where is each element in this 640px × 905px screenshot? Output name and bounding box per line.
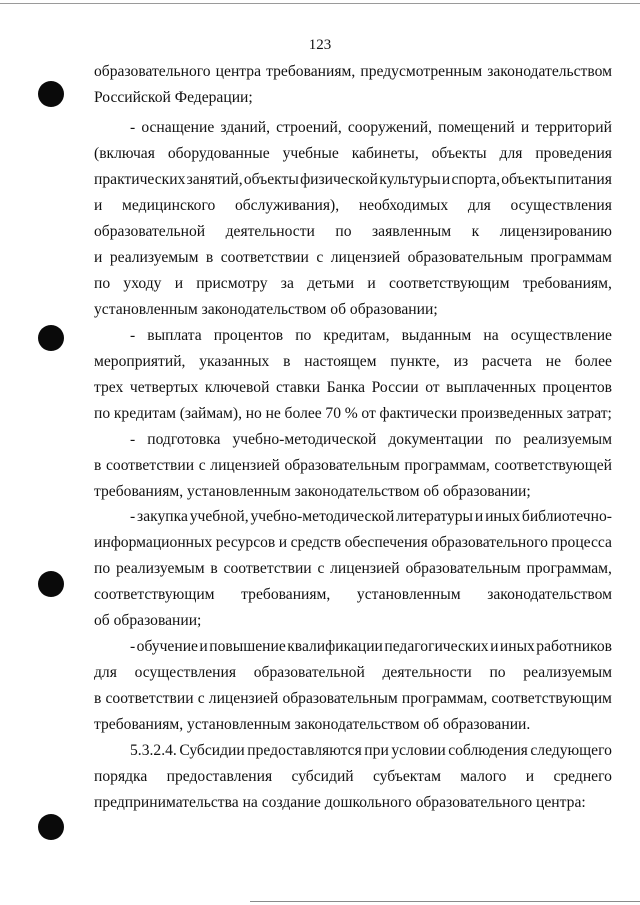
word: России xyxy=(371,379,419,396)
word: реализуемым xyxy=(109,249,199,266)
word: к xyxy=(471,223,480,240)
word: подготовка xyxy=(147,431,221,448)
word: по xyxy=(94,275,111,292)
word: с xyxy=(198,457,206,474)
word: для xyxy=(499,145,523,162)
text-line xyxy=(130,118,612,138)
word: и xyxy=(441,171,451,188)
text-line: требованиям, установленным законодательством об образовании; xyxy=(94,483,531,500)
word: оборудованные xyxy=(167,145,270,162)
word: пункте, xyxy=(390,353,440,370)
word: % xyxy=(344,405,358,422)
word: от xyxy=(361,405,376,422)
text-line xyxy=(94,196,612,216)
word: и xyxy=(520,119,530,136)
word: - xyxy=(130,508,136,525)
word: соответствующей xyxy=(494,457,612,474)
word: образовательного xyxy=(431,534,548,551)
word: 70 xyxy=(325,405,341,422)
word: оснащение xyxy=(141,119,215,136)
word: затрат; xyxy=(566,405,612,422)
word: программам, xyxy=(526,560,612,577)
punch-hole-marker xyxy=(38,814,64,840)
page-bottom-edge xyxy=(250,901,640,902)
word: процесса xyxy=(551,534,612,551)
word: объекты xyxy=(431,145,487,162)
word: процентов xyxy=(542,379,612,396)
word: деятельности xyxy=(382,664,472,681)
word: в xyxy=(210,560,218,577)
word: по xyxy=(94,405,111,422)
text-line: требованиям, установленным законодательством об образовании. xyxy=(94,716,531,733)
word: предоставления xyxy=(166,768,273,785)
word: более xyxy=(284,405,322,422)
word: образовательного xyxy=(94,63,211,80)
word: соответствии xyxy=(220,249,309,266)
word: четвертых xyxy=(129,379,199,396)
word: (включая xyxy=(94,145,155,162)
word: и xyxy=(278,534,288,551)
word: выплата xyxy=(147,327,202,344)
word: библиотечно- xyxy=(521,508,612,525)
word: по xyxy=(94,560,111,577)
word: лицензией xyxy=(208,690,279,707)
word: по xyxy=(489,664,506,681)
word: субсидий xyxy=(291,768,354,785)
page-top-edge xyxy=(0,3,640,4)
word: на xyxy=(483,327,499,344)
word: из xyxy=(453,353,469,370)
word: требованиям, xyxy=(522,275,612,292)
word: ставки xyxy=(275,379,321,396)
word: осуществление xyxy=(510,327,612,344)
word: деятельности xyxy=(225,223,315,240)
word: физической xyxy=(300,171,379,188)
word: при xyxy=(364,742,389,759)
word: в xyxy=(205,249,214,266)
punch-hole-marker xyxy=(38,571,64,597)
word: зданий, xyxy=(220,119,271,136)
word: необходимых xyxy=(358,197,449,214)
word: от xyxy=(425,379,440,396)
word: установленным xyxy=(356,586,461,603)
word: законодательством xyxy=(487,586,612,603)
word: квалификации xyxy=(287,638,383,655)
word: законодательством xyxy=(487,63,612,80)
word: закупка xyxy=(137,508,188,525)
word: Банка xyxy=(326,379,366,396)
word: учебно-методической xyxy=(250,508,395,525)
word: порядка xyxy=(94,768,148,785)
word: условии xyxy=(391,742,446,759)
text-line xyxy=(94,456,612,476)
word: и xyxy=(367,275,376,292)
word: соответствующим xyxy=(94,586,215,603)
word: - xyxy=(130,638,136,655)
word: образовательным xyxy=(407,249,523,266)
word: строений, xyxy=(276,119,342,136)
text-line xyxy=(94,222,612,242)
word: не xyxy=(265,405,281,422)
word: средств xyxy=(290,534,342,551)
word: Субсидии xyxy=(179,742,245,759)
text-line xyxy=(94,404,612,424)
word: работников xyxy=(536,638,612,655)
text-line xyxy=(94,352,612,372)
text-line xyxy=(94,248,612,268)
word: субъектам xyxy=(372,768,441,785)
word: занятий, xyxy=(186,171,243,188)
word: по xyxy=(295,327,312,344)
text-line xyxy=(130,637,612,657)
word: фактически xyxy=(379,405,458,422)
word: лицензией xyxy=(330,560,400,577)
text-line xyxy=(130,741,612,761)
word: и xyxy=(94,249,103,266)
word: расчета xyxy=(481,353,532,370)
word: в xyxy=(94,690,102,707)
word: выданным xyxy=(401,327,472,344)
word: соответствующим xyxy=(388,275,510,292)
word: предусмотренным xyxy=(360,63,483,80)
word: за xyxy=(280,275,294,292)
word: указанных xyxy=(199,353,270,370)
word: реализуемым xyxy=(523,664,612,681)
word: обслуживания), xyxy=(234,197,340,214)
word: учебно-методической xyxy=(232,431,377,448)
word: - xyxy=(130,327,136,344)
word: соответствии xyxy=(106,457,195,474)
word: медицинского xyxy=(122,197,216,214)
word: документации xyxy=(388,431,484,448)
word: кредитам, xyxy=(323,327,390,344)
word: иных xyxy=(499,638,535,655)
word: информационных xyxy=(94,534,213,551)
word: с xyxy=(316,249,324,266)
word: выплаченных xyxy=(446,379,537,396)
word: соответствующим xyxy=(491,690,612,707)
word: программам, xyxy=(404,457,490,474)
text-line xyxy=(130,507,612,527)
word: осуществления xyxy=(134,664,237,681)
text-line: предпринимательства на создание дошкольного образовательного центра: xyxy=(94,794,586,811)
word: по xyxy=(335,223,352,240)
word: питания xyxy=(557,171,612,188)
word: центра xyxy=(215,63,262,80)
word: более xyxy=(574,353,612,370)
text-line xyxy=(94,663,612,683)
punch-hole-marker xyxy=(38,325,64,351)
word: образовательной xyxy=(94,223,206,240)
word: малого xyxy=(460,768,507,785)
word: предоставляются xyxy=(247,742,362,759)
word: произведенных xyxy=(460,405,564,422)
word: - xyxy=(130,119,136,136)
punch-hole-marker xyxy=(38,81,64,107)
word: литературы xyxy=(396,508,474,525)
word: культуры xyxy=(379,171,441,188)
word: (займам), xyxy=(179,405,242,422)
word: присмотру xyxy=(196,275,268,292)
text-line: об образовании; xyxy=(94,612,202,629)
word: требованиям, xyxy=(266,63,356,80)
word: объекты xyxy=(243,171,299,188)
word: и xyxy=(490,638,499,655)
word: заявленным xyxy=(372,223,452,240)
text-line xyxy=(130,326,612,346)
word: территорий xyxy=(535,119,612,136)
word: спорта, xyxy=(451,171,500,188)
page-number: 123 xyxy=(308,37,332,53)
word: реализуемым xyxy=(523,431,612,448)
word: по xyxy=(495,431,512,448)
word: учебные xyxy=(282,145,339,162)
word: 5.3.2.4. xyxy=(130,742,177,759)
word: образовательным xyxy=(284,457,400,474)
word: соответствии xyxy=(105,690,194,707)
word: образовательной xyxy=(253,664,365,681)
word: требованиям, xyxy=(241,586,331,603)
text-line xyxy=(94,378,612,398)
word: проведения xyxy=(535,145,612,162)
word: ключевой xyxy=(204,379,270,396)
word: лицензированию xyxy=(499,223,612,240)
text-line: Российской Федерации; xyxy=(94,89,253,106)
word: реализуемым xyxy=(115,560,205,577)
word: объекты xyxy=(501,171,557,188)
text-line xyxy=(130,430,612,450)
text-line xyxy=(94,274,612,294)
word: с xyxy=(197,690,205,707)
word: кабинеты, xyxy=(351,145,419,162)
word: среднего xyxy=(553,768,612,785)
word: программам, xyxy=(401,690,488,707)
word: и xyxy=(525,768,535,785)
word: трех xyxy=(94,379,124,396)
text-line xyxy=(94,62,612,82)
word: но xyxy=(245,405,262,422)
word: в xyxy=(283,353,291,370)
text-line xyxy=(94,689,612,709)
word: педагогических xyxy=(384,638,489,655)
text-line xyxy=(94,585,612,605)
word: для xyxy=(467,197,491,214)
word: настоящем xyxy=(304,353,377,370)
word: образовательным xyxy=(282,690,398,707)
word: осуществления xyxy=(510,197,612,214)
word: и xyxy=(94,197,103,214)
text-line xyxy=(94,559,612,579)
word: и xyxy=(199,638,208,655)
word: и xyxy=(474,508,484,525)
word: обеспечения xyxy=(344,534,428,551)
word: не xyxy=(545,353,561,370)
word: следующего xyxy=(530,742,612,759)
word: обучение xyxy=(136,638,198,655)
word: мероприятий, xyxy=(94,353,186,370)
text-line xyxy=(94,170,612,190)
word: соответствии xyxy=(223,560,312,577)
word: уходу xyxy=(123,275,162,292)
word: помещений xyxy=(438,119,515,136)
word: - xyxy=(130,431,136,448)
text-line xyxy=(94,767,612,787)
word: практических xyxy=(94,171,186,188)
word: процентов xyxy=(213,327,284,344)
word: сооружений, xyxy=(347,119,432,136)
word: для xyxy=(94,664,117,681)
word: детьми xyxy=(307,275,355,292)
word: в xyxy=(94,457,102,474)
word: программам xyxy=(530,249,612,266)
text-line: установленным законодательством об образовании; xyxy=(94,301,438,318)
word: ресурсов xyxy=(215,534,276,551)
word: лицензией xyxy=(330,249,401,266)
word: учебной, xyxy=(189,508,249,525)
word: кредитам xyxy=(113,405,177,422)
word: с xyxy=(317,560,325,577)
text-line xyxy=(94,533,612,553)
word: соблюдения xyxy=(448,742,528,759)
text-line xyxy=(94,144,612,164)
word: лицензией xyxy=(210,457,280,474)
word: образовательным xyxy=(405,560,521,577)
word: иных xyxy=(485,508,521,525)
word: и xyxy=(174,275,184,292)
word: повышение xyxy=(209,638,286,655)
